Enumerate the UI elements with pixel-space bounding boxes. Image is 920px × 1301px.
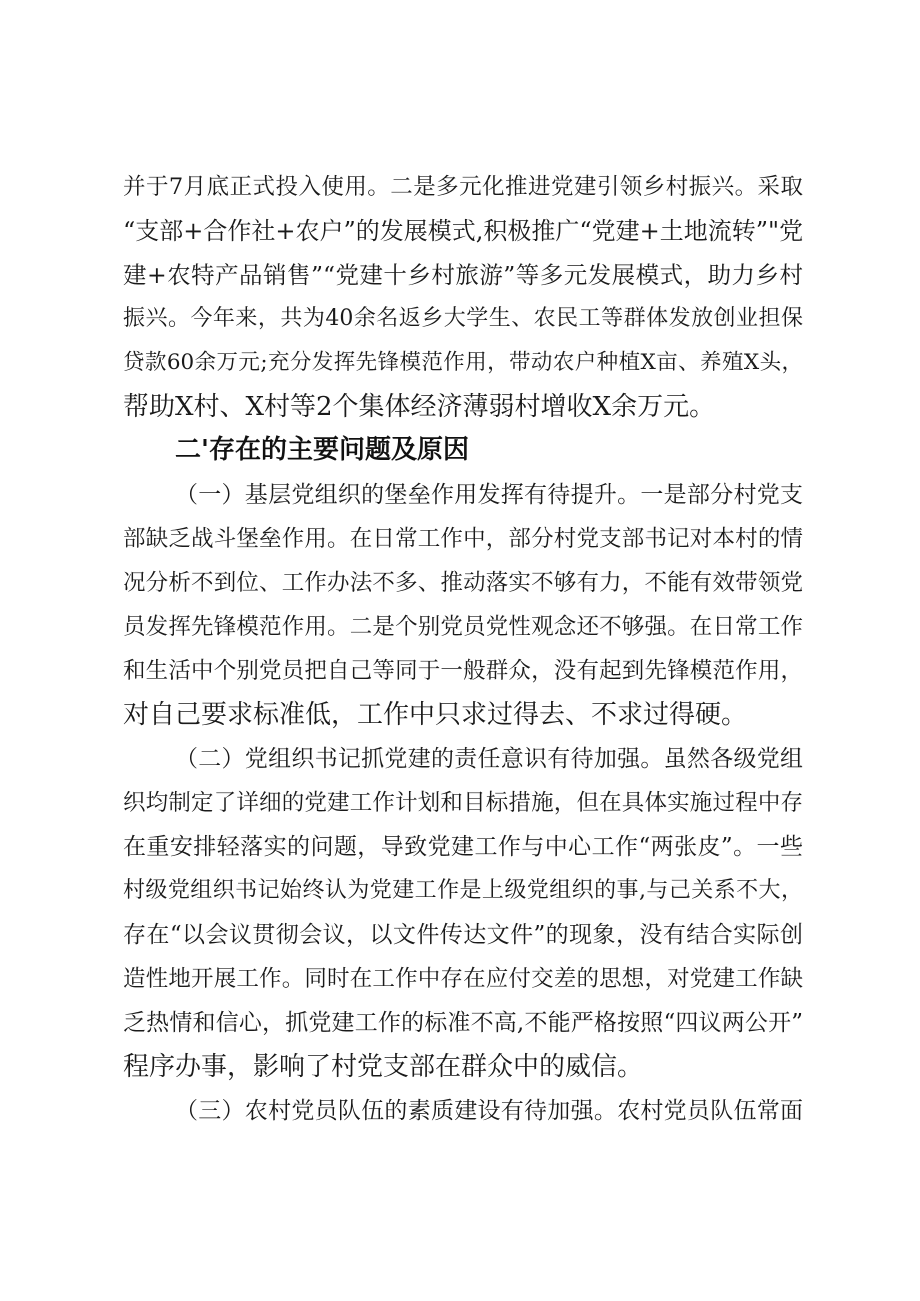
paragraph-line: “支部+合作社+农户”的发展模式,积极推广“党建+土地流转”"党 <box>123 217 803 245</box>
paragraph-line: （三）农村党员队伍的素质建设有待加强。农村党员队伍常面 <box>175 1098 803 1124</box>
paragraph-line: 在重安排轻落实的问题，导致党建工作与中心工作“两张皮”。一些 <box>123 834 803 860</box>
paragraph-line: 造性地开展工作。同时在工作中存在应付交差的思想，对党建工作缺 <box>123 966 803 992</box>
paragraph-line: 织均制定了详细的党建工作计划和目标措施，但在具体实施过程中存 <box>123 790 803 816</box>
paragraph-line: 员发挥先锋模范作用。二是个别党员党性观念还不够强。在日常工作 <box>123 614 803 640</box>
paragraph-line: 况分析不到位、工作办法不多、推动落实不够有力，不能有效带领党 <box>123 570 803 596</box>
paragraph-line: 和生活中个别党员把自己等同于一般群众，没有起到先锋模范作用， <box>123 658 803 684</box>
paragraph-line: 程序办事，影响了村党支部在群众中的威信。 <box>123 1052 644 1082</box>
paragraph-line: 并于7月底正式投入使用。二是多元化推进党建引领乡村振兴。采取 <box>123 174 803 200</box>
paragraph-line: （一）基层党组织的堡垒作用发挥有待提升。一是部分村党支 <box>175 482 803 508</box>
paragraph-line: 村级党组织书记始终认为党建工作是上级党组织的事,与己关系不大， <box>123 878 803 903</box>
section-heading: 二'存在的主要问题及原因 <box>175 435 469 465</box>
paragraph-line: 帮助X村、X村等2个集体经济薄弱村增收X余万元。 <box>123 392 716 422</box>
paragraph-line: 存在“以会议贯彻会议，以文件传达文件”的现象，没有结合实际创 <box>123 922 803 948</box>
paragraph-line: 对自己要求标准低，工作中只求过得去、不求过得硬。 <box>123 700 748 730</box>
paragraph-line: 建+农特产品销售”“党建十乡村旅游”等多元发展模式，助力乡村 <box>123 261 803 289</box>
paragraph-line: 部缺乏战斗堡垒作用。在日常工作中，部分村党支部书记对本村的情 <box>123 526 803 552</box>
paragraph-line: 振兴。今年来，共为40余名返乡大学生、农民工等群体发放创业担保 <box>123 306 803 331</box>
paragraph-line: 乏热情和信心，抓党建工作的标准不高,不能严格按照“四议两公开” <box>123 1010 803 1036</box>
paragraph-line: （二）党组织书记抓党建的责任意识有待加强。虽然各级党组 <box>175 746 803 772</box>
paragraph-line: 贷款60余万元;充分发挥先锋模范作用，带动农户种植X亩、养殖X头， <box>123 350 803 375</box>
